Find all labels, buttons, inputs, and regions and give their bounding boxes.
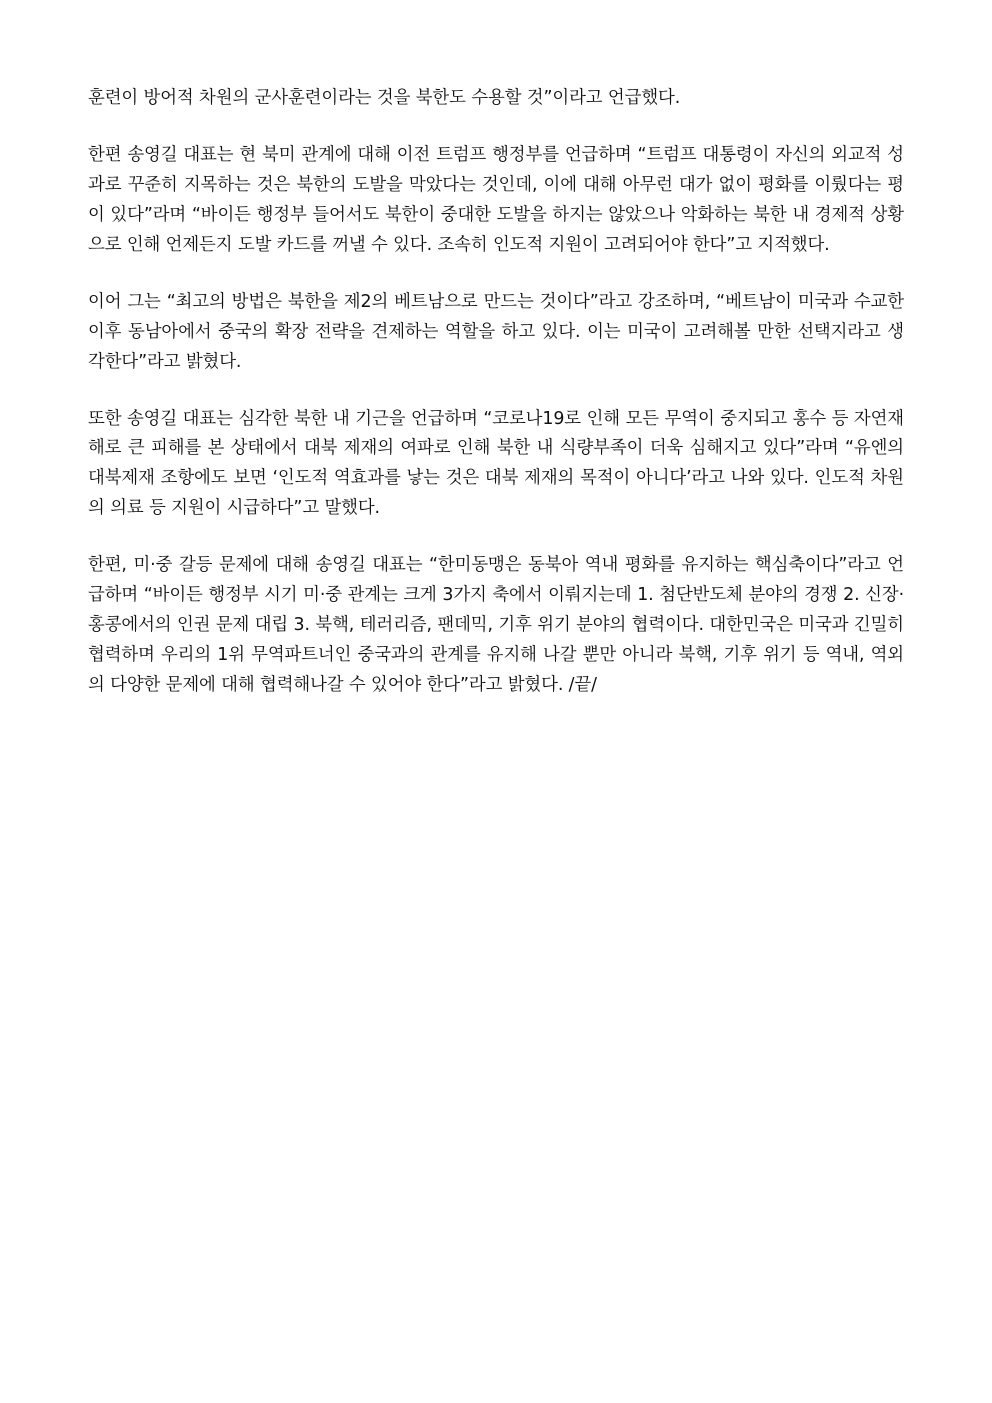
document-body [88,84,904,701]
paragraph-2: 한편 송영길 대표는 현 북미 관계에 대해 이전 트럼프 행정부를 언급하며 “트럼프 대통령이 자신의 외교적 성과로 꾸준히 지목하는 것은 북한의 도발을 막았다는 것인데, 이에 대해 아무런 대가 없이 평화를 이뤘다는 평이 있다”라며 “바이든 행정부 들어서도 북한이 중대한 도발을 하지는 않았으나 악화하는 북한 내 경제적 상황으로 인해 언제든지 도발 카드를 꺼낼 수 있다. 조속히 인도적 지원이 고려되어야 한다”고 지적했다. [88,144,904,255]
paragraph-4: 또한 송영길 대표는 심각한 북한 내 기근을 언급하며 “코로나19로 인해 모든 무역이 중지되고 홍수 등 자연재해로 큰 피해를 본 상태에서 대북 제재의 여파로 인해 북한 내 식량부족이 더욱 심해지고 있다”라며 “유엔의 대북제재 조항에도 보면 ‘인도적 역효과를 낳는 것은 대북 제재의 목적이 아니다’라고 나와 있다. 인도적 차원의 의료 등 지원이 시급하다”고 말했다. [88,408,904,519]
paragraph-5: 한편, 미·중 갈등 문제에 대해 송영길 대표는 “한미동맹은 동북아 역내 평화를 유지하는 핵심축이다”라고 언급하며 “바이든 행정부 시기 미·중 관계는 크게 3가지 축에서 이뤄지는데 1. 첨단반도체 분야의 경쟁 2. 신장·홍콩에서의 인권 문제 대립 3. 북핵, 테러리즘, 팬데믹, 기후 위기 분야의 협력이다. 대한민국은 미국과 긴밀히 협력하며 우리의 1위 무역파트너인 중국과의 관계를 유지해 나갈 뿐만 아니라 북핵, 기후 위기 등 역내, 역외의 다양한 문제에 대해 협력해나갈 수 있어야 한다”라고 밝혔다. /끝/ [88,555,904,695]
paragraph-3: 이어 그는 “최고의 방법은 북한을 제2의 베트남으로 만드는 것이다”라고 강조하며, “베트남이 미국과 수교한 이후 동남아에서 중국의 확장 전략을 견제하는 역할을 하고 있다. 이는 미국이 고려해볼 만한 선택지라고 생각한다”라고 밝혔다. [88,291,904,372]
paragraph-1: 훈련이 방어적 차원의 군사훈련이라는 것을 북한도 수용할 것”이라고 언급했다. [88,88,681,108]
